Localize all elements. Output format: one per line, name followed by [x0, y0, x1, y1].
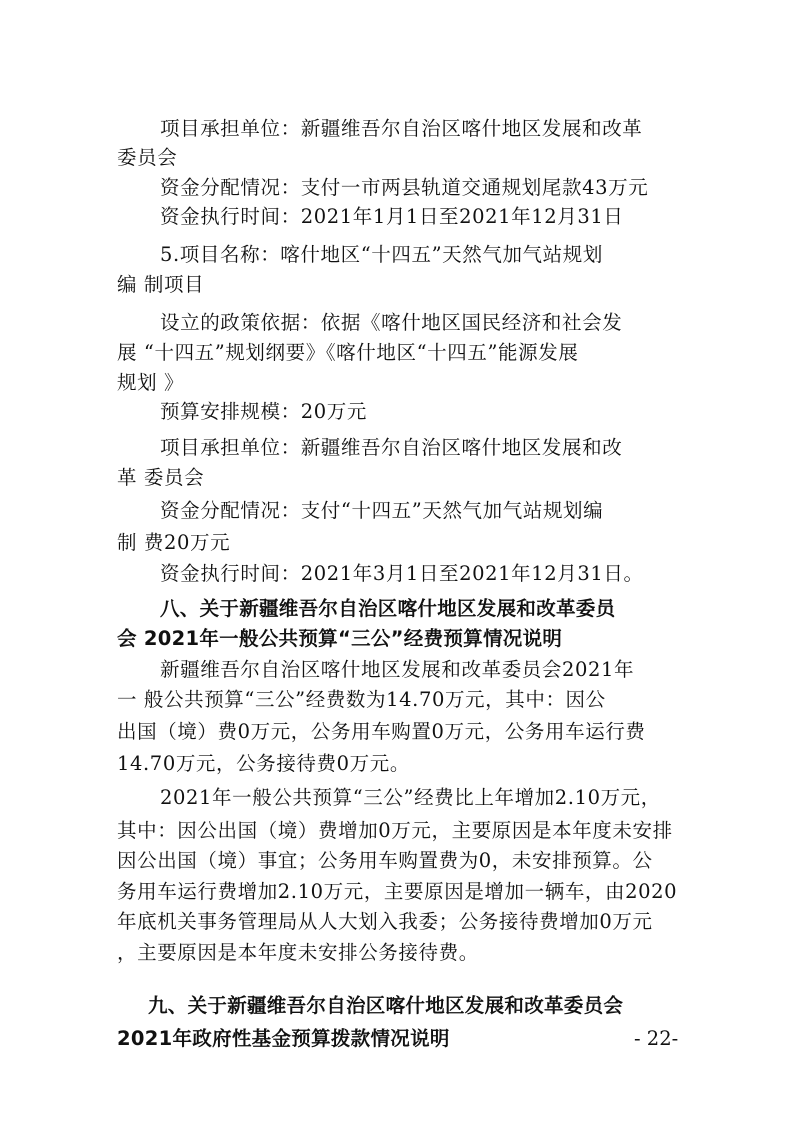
text-line: 设立的政策依据：依据《喀什地区国民经济和社会发: [160, 311, 623, 334]
text-line: 14.70万元，公务接待费0万元。: [117, 752, 410, 775]
text-line: 年底机关事务管理局从人大划入我委；公务接待费增加0万元: [117, 910, 653, 933]
text-line: 资金分配情况：支付一市两县轨道交通规划尾款43万元: [160, 176, 649, 199]
text-line: 规划 》: [117, 371, 185, 394]
text-line: 2021年一般公共预算“三公”经费比上年增加2.10万元，: [160, 786, 661, 809]
section-heading-9: 2021年政府性基金预算拨款情况说明: [117, 1027, 450, 1050]
text-line: 5.项目名称：喀什地区“十四五”天然气加气站规划: [160, 243, 603, 266]
page-number: - 22-: [634, 1027, 679, 1050]
text-line: 项目承担单位：新疆维吾尔自治区喀什地区发展和改革: [160, 117, 643, 140]
text-line: 资金执行时间：2021年3月1日至2021年12月31日。: [160, 562, 644, 585]
text-line: 因公出国（境）事宜；公务用车购置费为0，未安排预算。公: [117, 849, 653, 872]
text-line: 项目承担单位：新疆维吾尔自治区喀什地区发展和改: [160, 436, 623, 459]
text-line: 出国（境）费0万元，公务用车购置0万元，公务用车运行费: [117, 720, 646, 743]
text-line: 展 “十四五”规划纲要》《喀什地区“十四五”能源发展: [117, 341, 579, 364]
text-line: 预算安排规模：20万元: [160, 400, 367, 423]
text-line: 编 制项目: [117, 273, 205, 296]
text-line: 务用车运行费增加2.10万元，主要原因是增加一辆车，由2020: [117, 880, 678, 903]
text-line: 新疆维吾尔自治区喀什地区发展和改革委员会2021年: [160, 658, 635, 681]
section-heading-8: 会 2021年一般公共预算“三公”经费预算情况说明: [117, 627, 563, 650]
text-line: 资金执行时间：2021年1月1日至2021年12月31日: [160, 205, 624, 228]
text-line: 制 费20万元: [117, 531, 231, 554]
section-heading-8: 八、关于新疆维吾尔自治区喀什地区发展和改革委员: [160, 597, 616, 620]
text-line: 委员会: [117, 146, 178, 169]
text-line: 革 委员会: [117, 466, 205, 489]
text-line: ，主要原因是本年度未安排公务接待费。: [117, 941, 479, 964]
text-line: 其中：因公出国（境）费增加0万元，主要原因是本年度未安排: [117, 819, 673, 842]
text-line: 一 般公共预算“三公”经费数为14.70万元，其中：因公: [117, 688, 606, 711]
section-heading-9: 九、关于新疆维吾尔自治区喀什地区发展和改革委员会: [148, 994, 624, 1017]
text-line: 资金分配情况：支付“十四五”天然气加气站规划编: [160, 499, 604, 522]
